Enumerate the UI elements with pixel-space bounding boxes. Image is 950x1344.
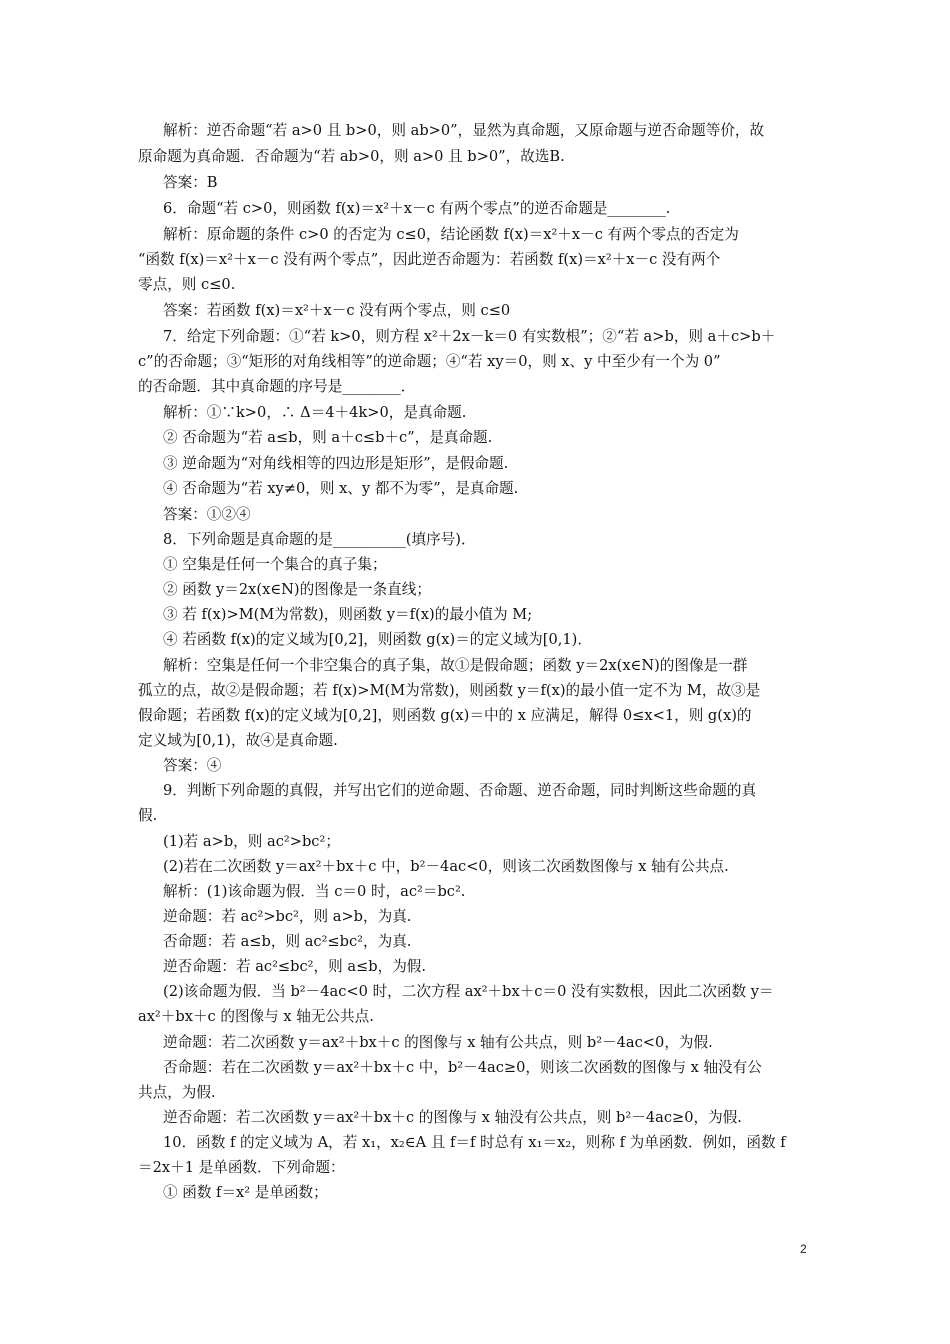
- text-line: 否命题：若在二次函数 y＝ax²＋bx＋c 中，b²－4ac≥0，则该二次函数的图像与 x 轴没有公: [163, 1059, 762, 1076]
- text-line: ② 否命题为“若 a≤b，则 a＋c≤b＋c”，是真命题.: [163, 429, 493, 446]
- text-line: 6．命题“若 c>0，则函数 f(x)＝x²＋x－c 有两个零点”的逆否命题是________.: [163, 200, 671, 217]
- text-line: (1)若 a>b，则 ac²>bc²；: [163, 833, 340, 850]
- text-line: ④ 若函数 f(x)的定义域为[0,2]，则函数 g(x)＝的定义域为[0,1)．: [163, 631, 592, 648]
- text-line: 答案：④: [163, 757, 222, 774]
- text-line: ① 空集是任何一个集合的真子集；: [163, 556, 387, 573]
- text-line: 定义域为[0,1)，故④是真命题.: [138, 732, 338, 749]
- text-line: 答案：B: [163, 174, 218, 191]
- text-line: c”的否命题；③“矩形的对角线相等”的逆命题；④“若 xy＝0，则 x、y 中至少有一个为 0”: [138, 353, 721, 370]
- text-line: (2)若在二次函数 y＝ax²＋bx＋c 中，b²－4ac<0，则该二次函数图像与 x 轴有公共点.: [163, 858, 729, 875]
- text-line: 答案：若函数 f(x)＝x²＋x－c 没有两个零点，则 c≤0: [163, 302, 511, 319]
- text-line: 解析：①∵k>0，∴ Δ＝4＋4k>0，是真命题.: [163, 404, 467, 421]
- page-number: 2: [800, 1242, 807, 1256]
- text-line: 解析：逆否命题“若 a>0 且 b>0，则 ab>0”，显然为真命题，又原命题与逆否命题等价，故: [163, 122, 765, 139]
- text-line: 孤立的点，故②是假命题；若 f(x)>M(M为常数)，则函数 y＝f(x)的最小值一定不为 M，故③是: [138, 682, 761, 699]
- text-line: 解析：(1)该命题为假．当 c＝0 时，ac²＝bc².: [163, 883, 466, 900]
- text-line: 逆否命题：若二次函数 y＝ax²＋bx＋c 的图像与 x 轴没有公共点，则 b²－4ac≥0，为假.: [163, 1109, 742, 1126]
- text-line: “函数 f(x)＝x²＋x－c 没有两个零点”，因此逆否命题为：若函数 f(x)＝x²＋x－c 没有两个: [138, 251, 721, 268]
- text-line: 10．函数 f 的定义域为 A，若 x₁，x₂∈A 且 f＝f 时总有 x₁＝x₂，则称 f 为单函数．例如，函数 f: [163, 1134, 786, 1151]
- text-line: (2)该命题为假．当 b²－4ac<0 时，二次方程 ax²＋bx＋c＝0 没有实数根，因此二次函数 y＝: [163, 983, 774, 1000]
- text-line: 解析：空集是任何一个非空集合的真子集，故①是假命题；函数 y＝2x(x∈N)的图像是一群: [163, 657, 748, 674]
- text-line: ③ 若 f(x)>M(M为常数)，则函数 y＝f(x)的最小值为 M;: [163, 606, 533, 623]
- text-line: 8．下列命题是真命题的是__________(填序号)．: [163, 531, 476, 548]
- text-line: 7．给定下列命题：①“若 k>0，则方程 x²＋2x－k＝0 有实数根”；②“若 a>b，则 a＋c>b＋: [163, 328, 776, 345]
- text-line: 否命题：若 a≤b，则 ac²≤bc²，为真.: [163, 933, 412, 950]
- text-line: 逆命题：若 ac²>bc²，则 a>b，为真.: [163, 908, 412, 925]
- text-line: 共点，为假.: [138, 1084, 216, 1101]
- text-line: 逆命题：若二次函数 y＝ax²＋bx＋c 的图像与 x 轴有公共点，则 b²－4ac<0，为假.: [163, 1034, 713, 1051]
- text-line: 解析：原命题的条件 c>0 的否定为 c≤0，结论函数 f(x)＝x²＋x－c 有两个零点的否定为: [163, 226, 739, 243]
- text-line: 的否命题．其中真命题的序号是________．: [138, 378, 416, 395]
- text-line: 9．判断下列命题的真假，并写出它们的逆命题、否命题、逆否命题，同时判断这些命题的真: [163, 782, 757, 799]
- text-line: 原命题为真命题．否命题为“若 ab>0，则 a>0 且 b>0”，故选B.: [138, 148, 565, 165]
- text-line: 逆否命题：若 ac²≤bc²，则 a≤b，为假.: [163, 958, 427, 975]
- text-line: ① 函数 f＝x² 是单函数；: [163, 1184, 328, 1201]
- text-line: ③ 逆命题为“对角线相等的四边形是矩形”，是假命题.: [163, 455, 509, 472]
- text-line: 零点，则 c≤0.: [138, 276, 236, 293]
- text-line: ④ 否命题为“若 xy≠0，则 x、y 都不为零”，是真命题.: [163, 480, 519, 497]
- text-line: 答案：①②④: [163, 506, 251, 523]
- text-line: ax²＋bx＋c 的图像与 x 轴无公共点.: [138, 1008, 374, 1025]
- text-line: ② 函数 y＝2x(x∈N)的图像是一条直线；: [163, 581, 431, 598]
- text-line: 假命题；若函数 f(x)的定义域为[0,2]，则函数 g(x)＝中的 x 应满足，解得 0≤x<1，则 g(x)的: [138, 707, 752, 724]
- text-line: ＝2x＋1 是单函数．下列命题：: [138, 1159, 345, 1176]
- text-line: 假.: [138, 807, 158, 824]
